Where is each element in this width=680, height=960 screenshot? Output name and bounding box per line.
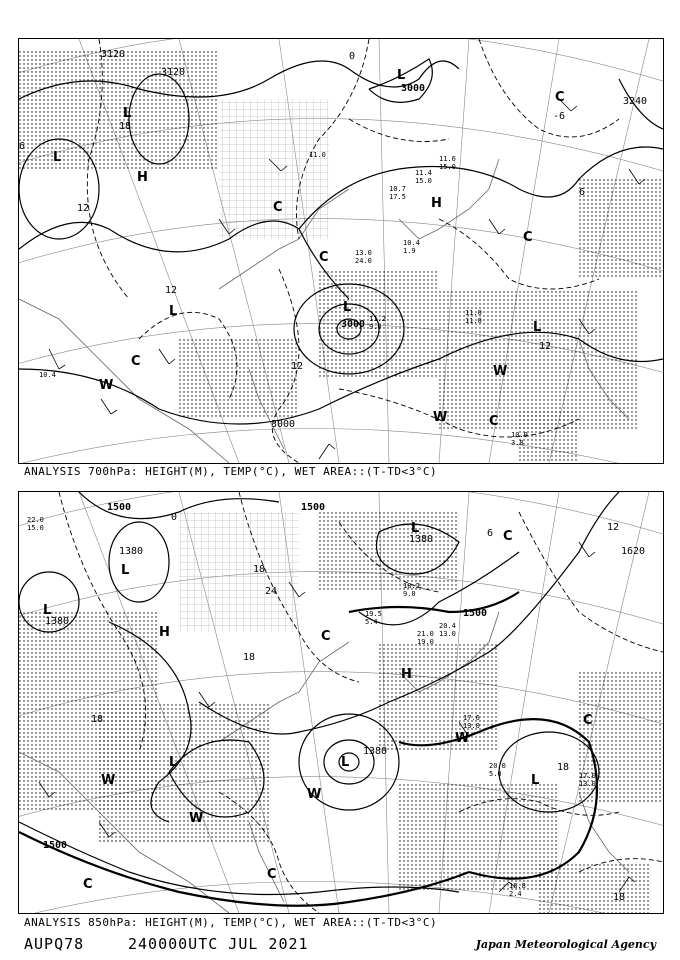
- height-label: 1500: [463, 608, 488, 619]
- system-symbol: L: [169, 755, 178, 770]
- station-obs: 17.0: [579, 772, 596, 780]
- system-symbol: C: [489, 414, 499, 429]
- system-symbol: W: [433, 410, 448, 425]
- system-symbol: C: [583, 713, 593, 728]
- station-obs: 15.0: [27, 524, 44, 532]
- station-obs: 17.6: [463, 714, 480, 722]
- chart-850hpa: [18, 491, 664, 914]
- station-obs: 10.7: [389, 185, 406, 193]
- system-symbol: L: [397, 68, 406, 83]
- system-symbol: C: [523, 230, 533, 245]
- station-obs: 13.0: [439, 630, 456, 638]
- height-label: 3000: [341, 319, 366, 330]
- system-symbol: C: [83, 877, 93, 892]
- temp-label: 18: [243, 652, 256, 663]
- temp-label: 12: [165, 285, 178, 296]
- system-symbol: H: [159, 625, 170, 640]
- wet-area: [19, 49, 663, 463]
- system-symbol: H: [137, 170, 148, 185]
- station-obs: 15.0: [415, 177, 432, 185]
- station-obs: 17.5: [389, 193, 406, 201]
- temp-label: 18: [119, 121, 132, 132]
- height-label: 3120: [161, 67, 186, 78]
- station-obs: 20.4: [439, 622, 456, 630]
- agency-name: Japan Meteorological Agency: [475, 938, 656, 951]
- temp-label: 12: [607, 522, 620, 533]
- height-label: 1500: [43, 840, 68, 851]
- station-obs: 11.0: [465, 309, 482, 317]
- system-symbol: L: [343, 300, 352, 315]
- temp-label: 24: [265, 586, 278, 597]
- station-obs: 2.4: [509, 890, 522, 898]
- temp-label: 18: [253, 564, 266, 575]
- system-symbol: L: [53, 150, 62, 165]
- system-symbol: W: [99, 378, 114, 393]
- station-obs: 1.9: [403, 247, 416, 255]
- chart-code: AUPQ78: [24, 935, 85, 953]
- station-obs: 21.0: [417, 630, 434, 638]
- station-obs: 10.0: [511, 431, 528, 439]
- temp-label: 18: [91, 714, 104, 725]
- system-symbol: W: [455, 731, 470, 746]
- system-symbol: L: [411, 521, 420, 536]
- height-label: 1380: [409, 534, 434, 545]
- system-symbol: W: [101, 773, 116, 788]
- station-obs: 18.2: [403, 582, 420, 590]
- station-obs: 5.4: [365, 618, 378, 626]
- station-obs: 11.2: [369, 315, 386, 323]
- system-symbol: C: [321, 629, 331, 644]
- temp-label: 0: [171, 512, 178, 523]
- height-label: 3240: [623, 96, 648, 107]
- system-symbol: L: [341, 755, 350, 770]
- temp-label: 12: [77, 203, 90, 214]
- station-obs: 13.0: [463, 722, 480, 730]
- height-label: 1500: [301, 502, 326, 513]
- station-obs: 22.0: [27, 516, 44, 524]
- station-obs: 5.0: [489, 770, 502, 778]
- station-obs: 13.0: [579, 780, 596, 788]
- system-symbol: L: [533, 320, 542, 335]
- station-obs: 18.8: [509, 882, 526, 890]
- chart-700hpa: [18, 38, 664, 464]
- temp-label: 6: [579, 187, 586, 198]
- caption-850hpa: ANALYSIS 850hPa: HEIGHT(M), TEMP(°C), WET AREA::(T-TD<3°C): [24, 916, 438, 929]
- temp-label: 18: [557, 762, 570, 773]
- height-label: 1380: [363, 746, 388, 757]
- temp-label: 18: [613, 892, 626, 903]
- system-symbol: C: [131, 354, 141, 369]
- system-symbol: C: [319, 250, 329, 265]
- height-label: 3120: [101, 49, 126, 60]
- system-symbol: H: [401, 667, 412, 682]
- system-symbol: L: [121, 563, 130, 578]
- height-label: 1380: [45, 616, 70, 627]
- height-label: 3000: [401, 83, 426, 94]
- station-obs: 11.6: [439, 155, 456, 163]
- station-obs: 19.5: [365, 610, 382, 618]
- temp-label: 12: [291, 361, 304, 372]
- temp-label: 12: [539, 341, 552, 352]
- system-symbol: C: [555, 90, 565, 105]
- chart-850hpa-map: [19, 492, 663, 913]
- station-obs: 9.0: [369, 323, 382, 331]
- station-obs: 3.8: [511, 439, 524, 447]
- station-obs: 13.0: [355, 249, 372, 257]
- station-obs: 10.4: [39, 371, 56, 379]
- chart-700hpa-map: [19, 39, 663, 463]
- system-symbol: L: [531, 773, 540, 788]
- station-obs: 19.0: [417, 638, 434, 646]
- height-label: 1620: [621, 546, 646, 557]
- station-obs: 24.0: [355, 257, 372, 265]
- system-symbol: H: [431, 196, 442, 211]
- temp-label: 6: [19, 141, 26, 152]
- height-label: 1380: [119, 546, 144, 557]
- station-obs: 20.0: [489, 762, 506, 770]
- valid-time: 240000UTC JUL 2021: [128, 935, 309, 953]
- station-obs: 11.4: [415, 169, 432, 177]
- height-label: 1500: [107, 502, 132, 513]
- station-obs: 15.0: [439, 163, 456, 171]
- system-symbol: L: [123, 106, 132, 121]
- station-obs: 11.0: [309, 151, 326, 159]
- station-obs: 11.0: [465, 317, 482, 325]
- system-symbol: W: [307, 787, 322, 802]
- temp-label: 0: [349, 51, 356, 62]
- system-symbol: L: [43, 603, 52, 618]
- system-symbol: W: [189, 811, 204, 826]
- system-symbol: L: [169, 304, 178, 319]
- wet-area: [19, 512, 663, 913]
- station-obs: 10.4: [403, 239, 420, 247]
- system-symbol: W: [493, 364, 508, 379]
- caption-700hpa: ANALYSIS 700hPa: HEIGHT(M), TEMP(°C), WET AREA::(T-TD<3°C): [24, 465, 438, 478]
- height-label: 3000: [271, 419, 296, 430]
- station-obs: 9.0: [403, 590, 416, 598]
- system-symbol: C: [267, 867, 277, 882]
- system-symbol: C: [503, 529, 513, 544]
- system-symbol: C: [273, 200, 283, 215]
- temp-label: -6: [553, 111, 566, 122]
- temp-label: 6: [487, 528, 494, 539]
